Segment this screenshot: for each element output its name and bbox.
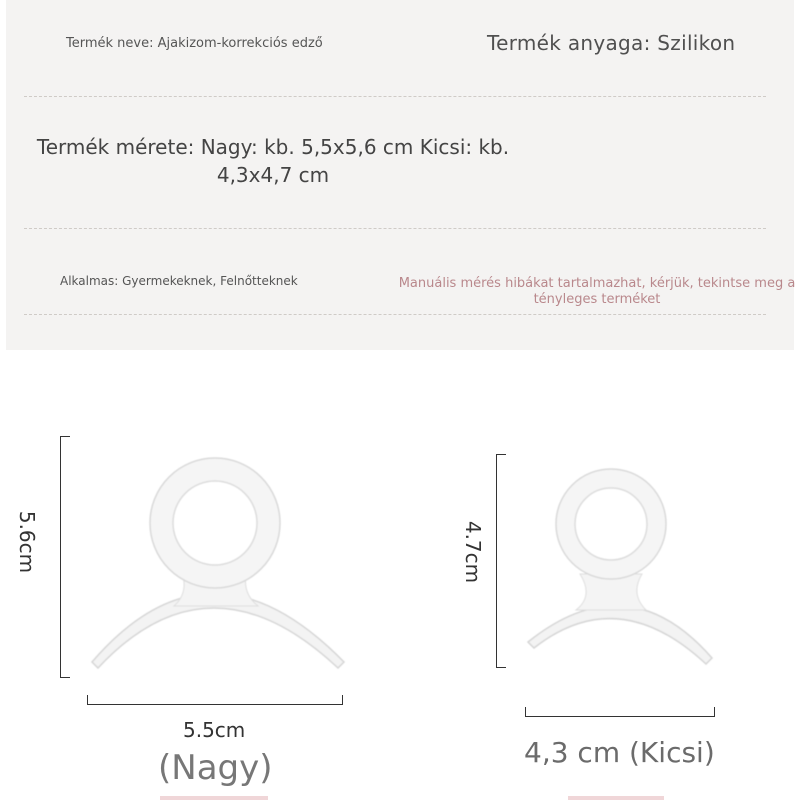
product-material: Termék anyaga: Szilikon	[487, 31, 736, 55]
product-name: Termék neve: Ajakizom-korrekciós edző	[66, 36, 323, 51]
large-width-bracket	[87, 704, 343, 705]
divider	[24, 314, 766, 315]
divider	[24, 96, 766, 97]
decorative-line	[160, 796, 268, 800]
large-trainer-image	[80, 430, 360, 690]
small-height-bracket	[496, 454, 497, 668]
small-caption: 4,3 cm (Kicsi)	[524, 736, 715, 769]
small-height-label: 4.7cm	[461, 520, 486, 584]
divider	[24, 228, 766, 229]
large-height-bracket	[60, 436, 61, 678]
product-size: Termék mérete: Nagy: kb. 5,5x5,6 cm Kicsi: kb. 4,3x4,7 cm	[36, 135, 510, 187]
product-suitable: Alkalmas: Gyermekeknek, Felnőtteknek	[60, 274, 298, 288]
small-trainer-image	[518, 452, 728, 682]
large-caption: (Nagy)	[158, 748, 273, 788]
small-width-bracket	[525, 716, 715, 717]
decorative-line	[568, 796, 664, 800]
large-height-label: 5.6cm	[15, 510, 40, 574]
measurement-note: Manuális mérés hibákat tartalmazhat, kérjük, tekintse meg a tényleges terméket	[398, 276, 796, 307]
large-width-label: 5.5cm	[183, 718, 246, 742]
